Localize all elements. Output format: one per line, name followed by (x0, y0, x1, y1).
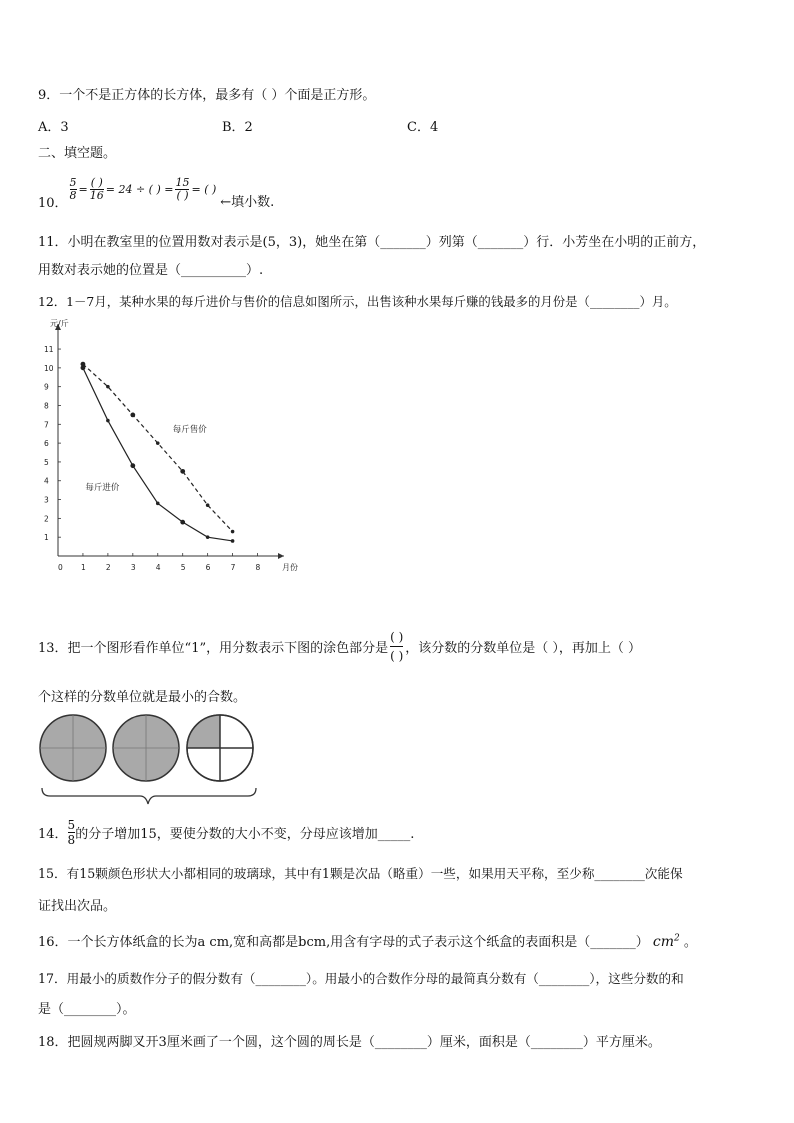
q16 (38, 931, 697, 950)
x-tick-label: 8 (255, 563, 261, 572)
series-1-point (106, 385, 110, 389)
x-axis-arrow (278, 553, 284, 559)
y-tick-label: 10 (44, 363, 54, 373)
y-axis-label: 元/斤 (50, 319, 69, 328)
circle-1-fully-shaded (40, 715, 106, 781)
x-tick-label: 5 (180, 563, 186, 572)
series-2-point (231, 539, 235, 543)
q11-line2: 用数对表示她的位置是（__________）. (38, 263, 264, 278)
y-tick-label: 4 (44, 476, 49, 486)
circle-2-fully-shaded (113, 715, 179, 781)
q16-unit: $cm^2$ (652, 933, 680, 950)
x-tick-label: 7 (230, 563, 236, 572)
series-2-point (130, 463, 135, 468)
x-tick-label: 4 (155, 563, 161, 572)
series-2-point (106, 419, 110, 423)
q16-end: 。 (683, 935, 697, 950)
x-tick-label: 1 (80, 563, 86, 572)
q10-fraction-3: $\frac{15}{( )}$ (175, 176, 190, 202)
q14-number: 14． (38, 827, 68, 842)
q18-text: 18．把圆规两脚叉开3厘米画了一个圆，这个圆的周长是（________）厘米，面积是（________）平方厘米。 (38, 1035, 661, 1050)
y-tick-label: 9 (44, 382, 49, 392)
q11-line1: 11．小明在教室里的位置用数对表示是(5，3)，她坐在第（_______）列第（_______）行．小芳坐在小明的正前方， (38, 235, 706, 250)
q9-option-a: A．3 (38, 120, 69, 135)
q13-line1 (38, 628, 641, 665)
series-1-point (231, 530, 235, 534)
series-line-2 (83, 368, 233, 541)
q14-fraction: $\frac{5}{8}$ (67, 818, 76, 847)
q17-line2: 是（________）。 (38, 1002, 136, 1017)
q14-text: 的分子增加15，要使分数的大小不变，分母应该增加_____. (75, 827, 415, 842)
series-2-point (206, 535, 210, 539)
q13-text-part2: ，该分数的分数单位是（ ），再加上（ ） (405, 641, 642, 656)
y-tick-label: 11 (44, 345, 54, 355)
x-axis-label: 月份 (282, 563, 298, 572)
q13-text-part1: 13．把一个图形看作单位“1”，用分数表示下图的涂色部分是 (38, 641, 389, 656)
series-2-point (180, 520, 185, 525)
q10 (38, 168, 274, 211)
y-tick-label: 7 (44, 420, 49, 430)
price-line-chart (36, 319, 298, 582)
x-tick-label: 2 (105, 563, 111, 572)
series-label-2: 每斤进价 (85, 483, 120, 494)
q10-fraction-2: $\frac{( )}{16}$ (89, 176, 104, 202)
q9-option-c: C．4 (407, 120, 439, 135)
series-1-point (156, 441, 160, 445)
x-tick-label: 0 (58, 563, 63, 572)
q10-equals: = (78, 183, 88, 196)
q12-text: 12．1－7月，某种水果的每斤进价与售价的信息如图所示，出售该种水果每斤赚的钱最多的月份是（________）月。 (38, 294, 677, 309)
q10-note: ←填小数. (220, 195, 275, 210)
q17-line1: 17．用最小的质数作分子的假分数有（________）。用最小的合数作分母的最简真分数有（________），这些分数的和 (38, 971, 684, 986)
y-tick-label: 6 (44, 439, 49, 449)
q15-line1: 15．有15颗颜色形状大小都相同的玻璃球，其中有1颗是次品（略重）一些，如果用天平称，至少称________次能保 (38, 866, 683, 881)
series-1-point (206, 503, 210, 507)
y-tick-label: 2 (44, 514, 49, 524)
y-tick-label: 3 (44, 495, 49, 505)
x-tick-label: 6 (205, 563, 211, 572)
q10-fraction-1: $\frac{5}{8}$ (69, 176, 77, 202)
series-1-point (180, 469, 185, 474)
brace (42, 788, 256, 804)
series-line-1 (83, 364, 233, 531)
x-tick-label: 3 (130, 563, 136, 572)
q9-option-b: B．2 (222, 120, 253, 135)
q10-division: = 24 ÷ ( ) = (105, 183, 174, 196)
series-1-point (130, 412, 135, 417)
series-2-point (81, 365, 86, 370)
q14 (38, 818, 414, 847)
y-tick-label: 8 (44, 401, 49, 411)
q15-line2: 证找出次品。 (38, 899, 117, 914)
shaded-circles-figure (36, 712, 266, 812)
series-label-1: 每斤售价 (172, 424, 207, 435)
y-tick-label: 1 (44, 533, 49, 543)
section-heading: 二、填空题。 (38, 146, 117, 161)
y-tick-label: 5 (44, 457, 49, 467)
series-2-point (156, 502, 160, 506)
q16-text: 16．一个长方体纸盒的长为a cm,宽和高都是bcm,用含有字母的式子表示这个纸盒的表面积是（_______） (38, 935, 649, 950)
q10-number: 10． (38, 196, 68, 211)
q9-text: 9．一个不是正方体的长方体，最多有（ ）个面是正方形。 (38, 88, 376, 103)
circle-3-quarter-shaded (187, 715, 253, 781)
q10-decimal-blank: = ( ) (191, 183, 217, 196)
q13-line2: 个这样的分数单位就是最小的合数。 (38, 690, 247, 705)
q13-fraction-blank: $\frac{( )}{( )}$ (390, 630, 404, 663)
